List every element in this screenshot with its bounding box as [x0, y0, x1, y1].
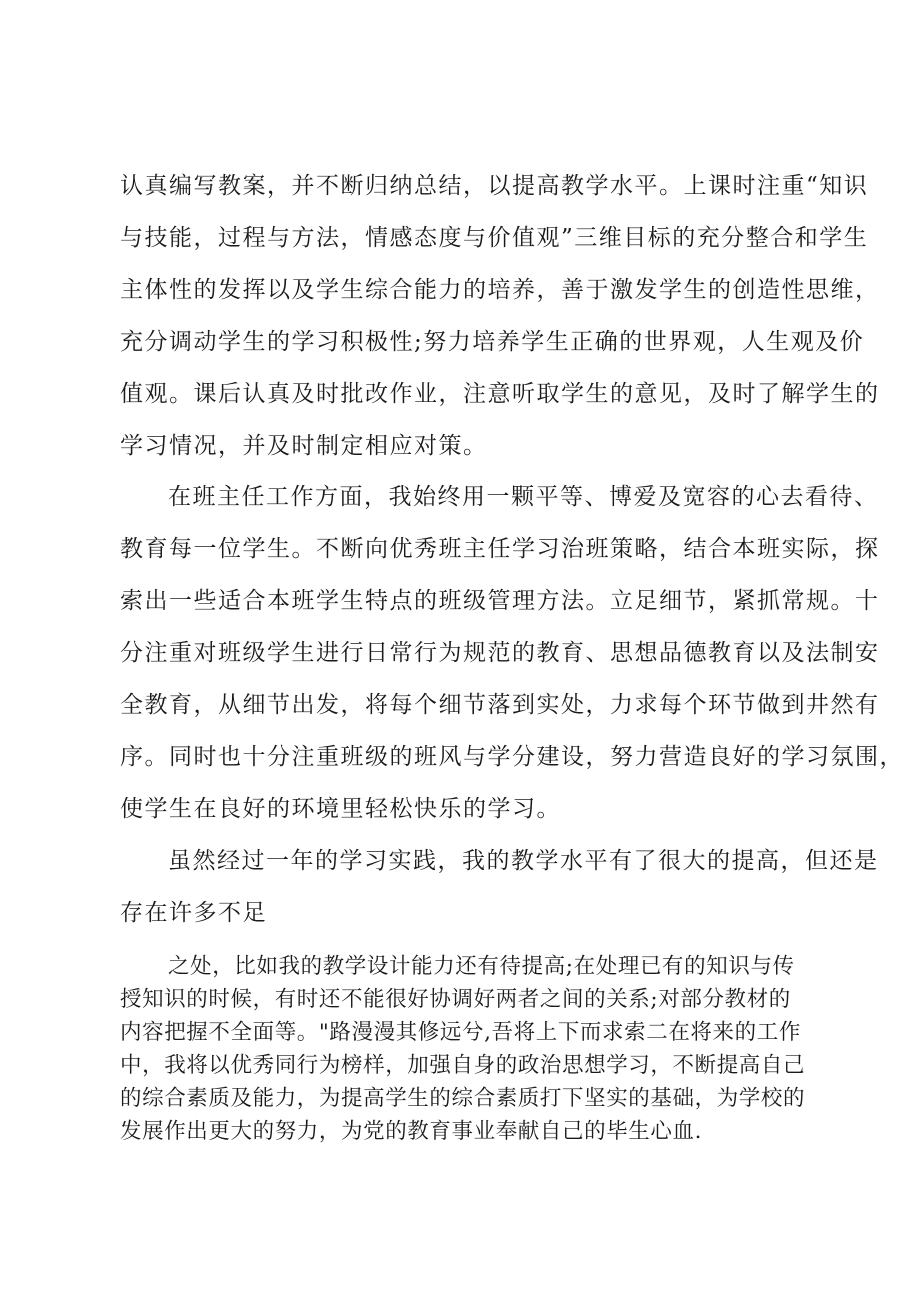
- text-line: 的综合素质及能力，为提高学生的综合素质打下坚实的基础，为学校的: [120, 1086, 806, 1111]
- text-line: 授知识的时候，有时还不能很好协调好两者之间的关系;对部分教材的: [120, 987, 791, 1012]
- text-line: 与技能，过程与方法，情感态度与价值观”三维目标的充分整合和学生: [120, 225, 869, 251]
- text-line: 索出一些适合本班学生特点的班级管理方法。立足细节，紧抓常规。十: [120, 588, 880, 614]
- text-line: 分注重对班级学生进行日常行为规范的教育、思想品德教育以及法制安: [120, 640, 880, 666]
- text-line: 使学生在良好的环境里轻松快乐的学习。: [120, 796, 561, 822]
- text-line: 全教育，从细节出发，将每个细节落到实处，力求每个环节做到井然有: [120, 692, 880, 718]
- text-line: 认真编写教案，并不断归纳总结，以提高教学水平。上课时注重“知识: [120, 173, 869, 199]
- text-line: 中，我将以优秀同行为榜样，加强自身的政治思想学习，不断提高自己: [120, 1053, 806, 1078]
- text-line: 内容把握不全面等。"路漫漫其修远兮,吾将上下而求索二在将来的工作: [120, 1020, 801, 1045]
- text-line: 充分调动学生的学习积极性;努力培养学生正确的世界观，人生观及价: [120, 329, 865, 355]
- text-line: 学习情况，并及时制定相应对策。: [120, 433, 488, 459]
- text-line: 存在许多不足: [120, 900, 267, 926]
- paragraph-first-line: 之处，比如我的教学设计能力还有待提高;在处理已有的知识与传: [168, 954, 795, 979]
- paragraph-first-line: 虽然经过一年的学习实践，我的教学水平有了很大的提高，但还是: [168, 848, 879, 874]
- text-line: 教育每一位学生。不断向优秀班主任学习治班策略，结合本班实际，探: [120, 536, 880, 562]
- text-line: 序。同时也十分注重班级的班风与学分建设，努力营造良好的学习氛围，: [120, 744, 904, 770]
- text-line: 发展作出更大的努力，为党的教育事业奉献自己的毕生心血.: [120, 1119, 703, 1144]
- text-line: 值观。课后认真及时批改作业，注意听取学生的意见，及时了解学生的: [120, 381, 880, 407]
- text-line: 主体性的发挥以及学生综合能力的培养，善于激发学生的创造性思维，: [120, 277, 880, 303]
- paragraph-first-line: 在班主任工作方面，我始终用一颗平等、博爱及宽容的心去看待、: [168, 484, 879, 510]
